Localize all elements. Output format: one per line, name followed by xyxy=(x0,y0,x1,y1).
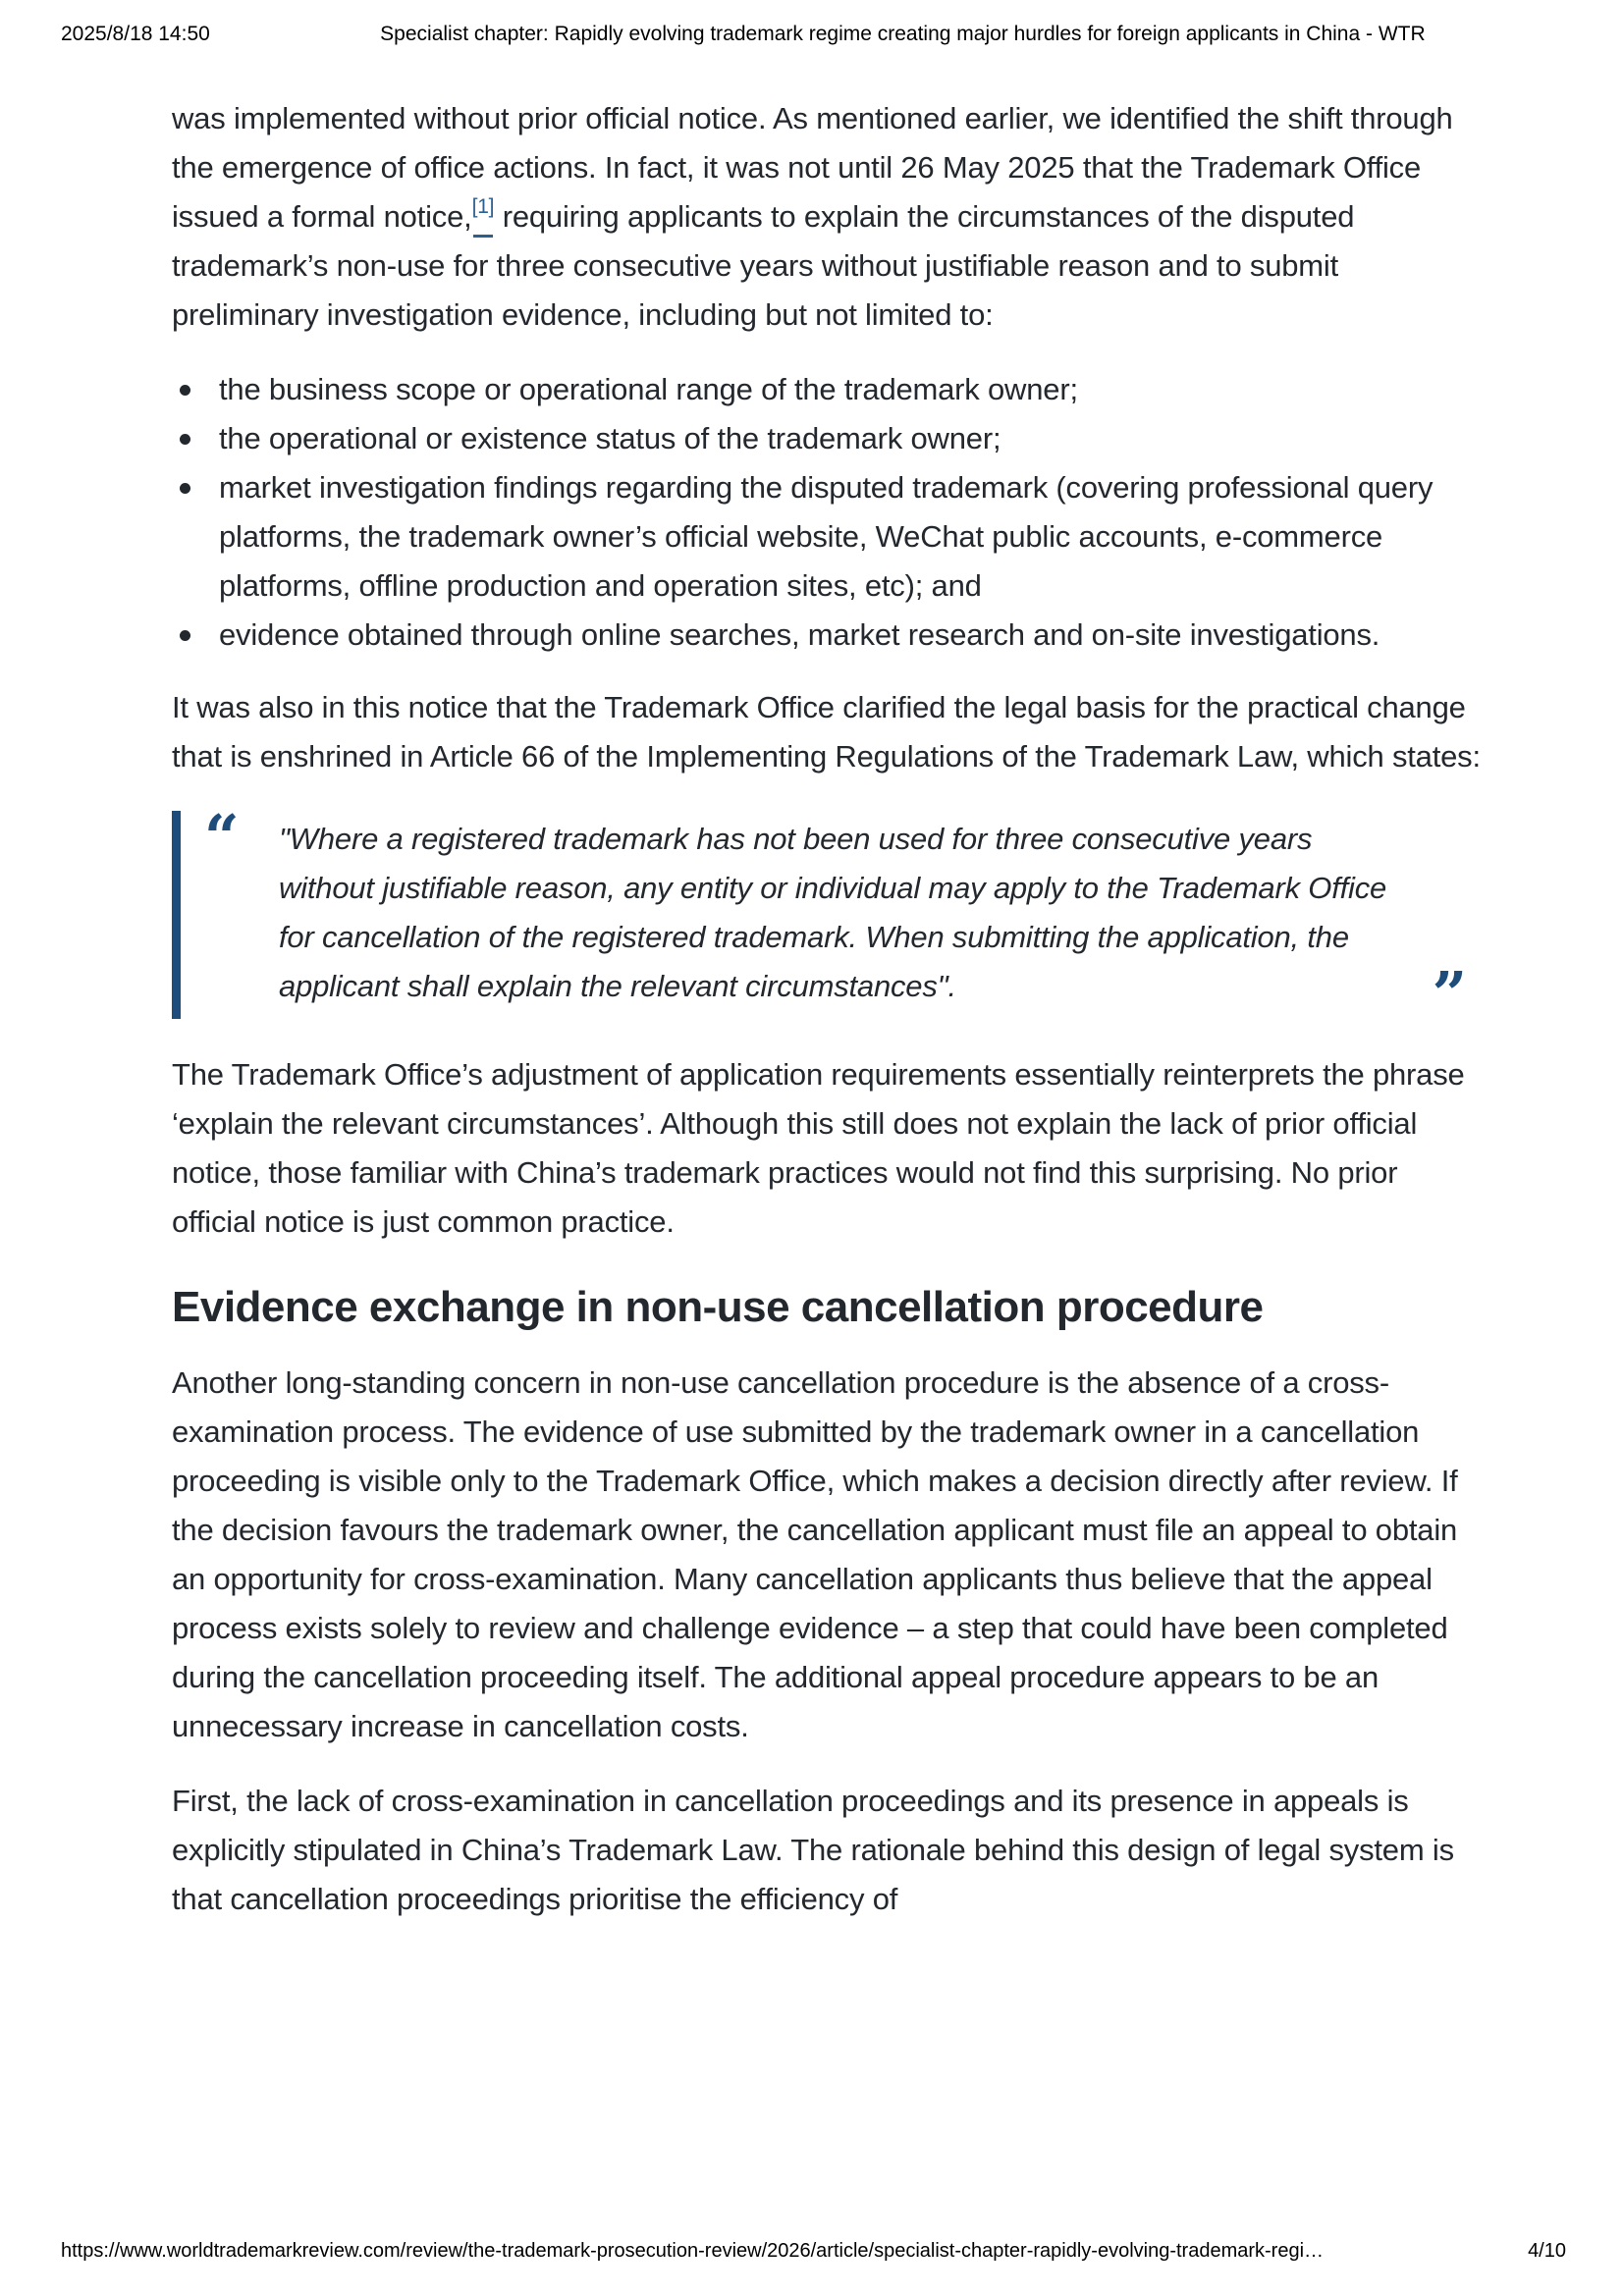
article-content xyxy=(172,94,1483,1924)
close-quote-icon: ” xyxy=(1432,958,1467,1030)
article-66-blockquote xyxy=(172,801,1483,1030)
paragraph-legal-basis: It was also in this notice that the Trademark Office clarified the legal basis for the practical change that is enshrined in Article 66 of the Implementing Regulations of the Trademark Law, which states: xyxy=(172,690,1481,774)
print-footer xyxy=(61,2240,1566,2263)
paragraph-trademark-law: First, the lack of cross-examination in cancellation proceedings and its presence in appeals is explicitly stipulated in China’s Trademark Law. The rationale behind this design of legal system is that cancellation proceedings prioritise the efficiency of xyxy=(172,1784,1454,1916)
paragraph-office-actions xyxy=(172,94,1483,340)
list-item: market investigation findings regarding the disputed trademark (covering professional query platforms, the trademark owner’s official website, WeChat public accounts, e-commerce platforms, offline production and operation sites, etc); and xyxy=(172,463,1483,611)
quote-text: "Where a registered trademark has not been used for three consecutive years without justifiable reason, any entity or individual may apply to the Trademark Office for cancellation of the registered trademark. When submitting the application, the applicant shall explain the relevant circumstances". xyxy=(279,822,1387,1003)
paragraph-adjustment: The Trademark Office’s adjustment of application requirements essentially reinterprets the phrase ‘explain the relevant circumstances’. Although this still does not explain the lack of prior official notice, those familiar with China’s trademark practices would not find this surprising. No prior official notice is just common practice. xyxy=(172,1057,1465,1239)
paragraph-text-before-footnote: was implemented without prior official notice. As mentioned earlier, we identified the shift through the emergence of office actions. In fact, it was not until 26 May 2025 that the Trademark Office issued a formal notice, xyxy=(172,101,1453,234)
source-url: https://www.worldtrademarkreview.com/review/the-trademark-prosecution-review/2026/article/specialist-chapter-rapidly-evolving-trademark-regi… xyxy=(61,2240,1325,2262)
section-heading: Evidence exchange in non-use cancellation procedure xyxy=(172,1283,1264,1331)
paragraph-text-after-footnote: requiring applicants to explain the circumstances of the disputed trademark’s non-use for three consecutive years without justifiable reason and to submit preliminary investigation evidence, including but not limited to: xyxy=(172,199,1355,332)
document-title: Specialist chapter: Rapidly evolving trademark regime creating major hurdles for foreign applicants in China - WTR xyxy=(380,23,1426,45)
list-item: evidence obtained through online searches, market research and on-site investigations. xyxy=(172,611,1483,660)
page-number: 4/10 xyxy=(1528,2240,1566,2262)
evidence-requirements-list xyxy=(172,365,1483,660)
print-header xyxy=(61,22,1566,47)
open-quote-icon: “ xyxy=(204,801,240,873)
footnote-1-link[interactable]: [1] xyxy=(471,195,495,218)
list-item: the operational or existence status of the trademark owner; xyxy=(172,414,1483,463)
paragraph-cross-examination: Another long-standing concern in non-use cancellation procedure is the absence of a cross-examination process. The evidence of use submitted by the trademark owner in a cancellation proceeding is visible only to the Trademark Office, which makes a decision directly after review. If the decision favours the trademark owner, the cancellation applicant must file an appeal to obtain an opportunity for cross-examination. Many cancellation applicants thus believe that the appeal process exists solely to review and challenge evidence – a step that could have been completed during the cancellation proceeding itself. The additional appeal procedure appears to be an unnecessary increase in cancellation costs. xyxy=(172,1365,1458,1743)
list-item: the business scope or operational range of the trademark owner; xyxy=(172,365,1483,414)
print-datetime: 2025/8/18 14:50 xyxy=(61,23,210,45)
